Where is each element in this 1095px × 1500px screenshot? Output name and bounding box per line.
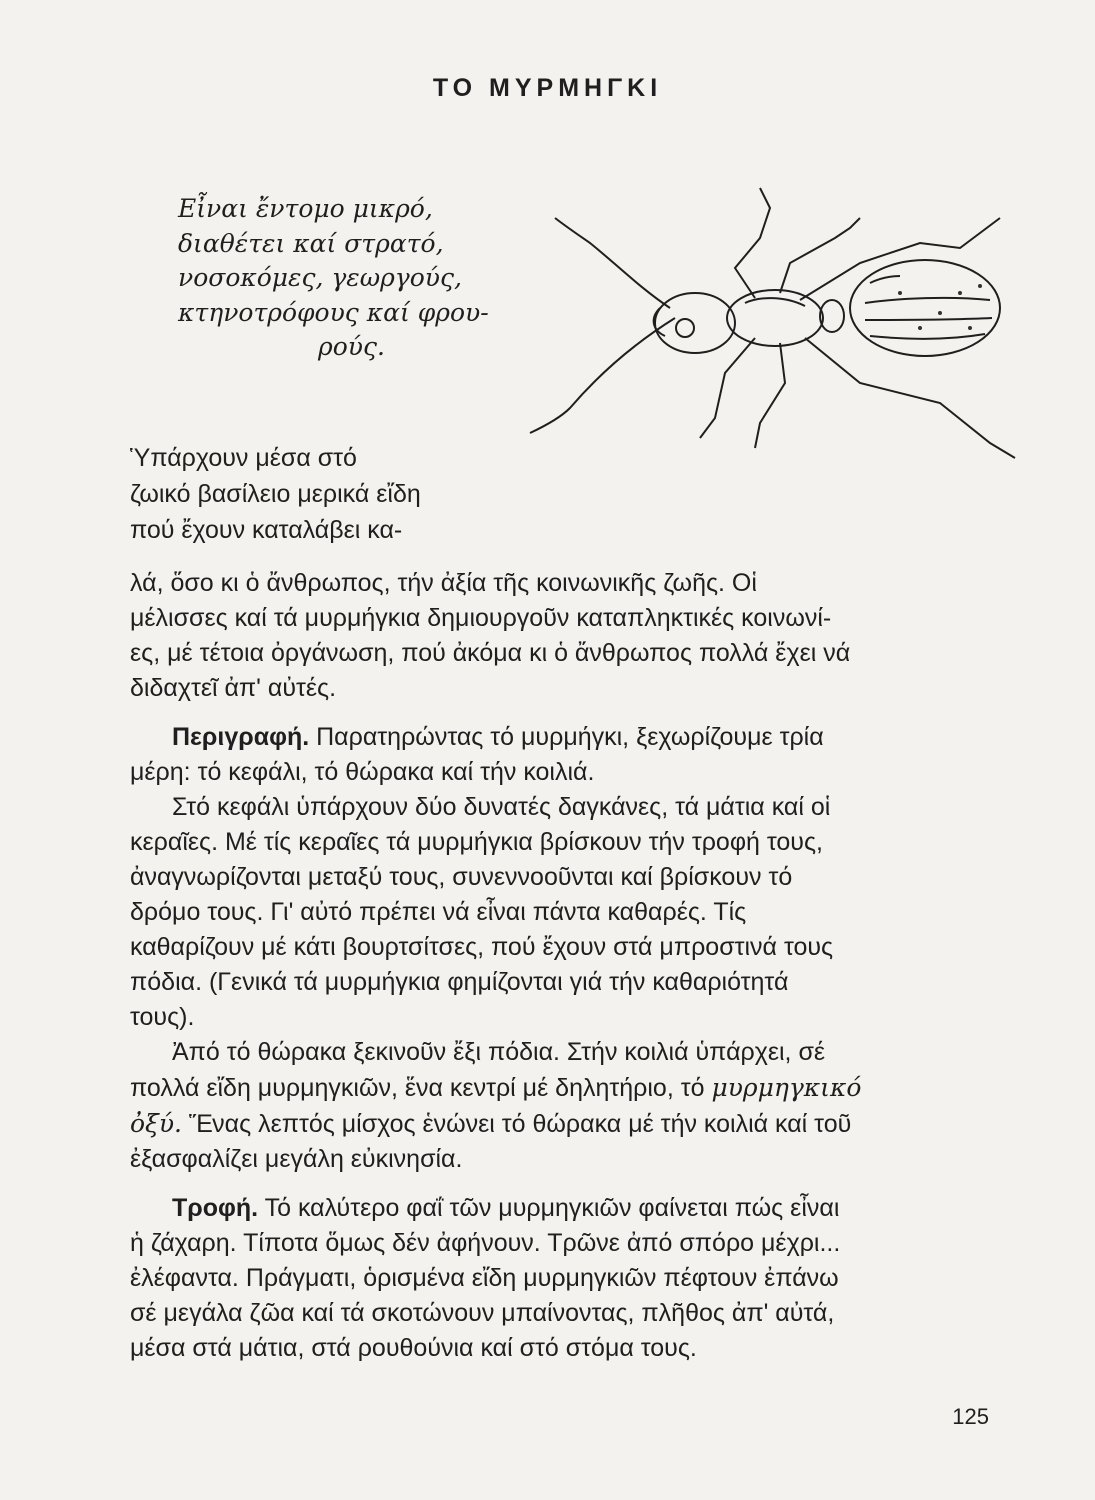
text-line: σέ μεγάλα ζῶα καί τά σκοτώνουν μπαίνοντας, πλῆθος ἀπ' αὐτά, xyxy=(130,1299,835,1327)
text-line: Στό κεφάλι ὑπάρχουν δύο δυνατές δαγκάνες, τά μάτια καί οἱ xyxy=(172,793,831,821)
text-span: Ὑπάρχουν μέσα στό xyxy=(130,444,357,472)
text-line: ἐλέφαντα. Πράγματι, ὁρισμένα εἴδη μυρμηγκιῶν πέφτουν ἐπάνω xyxy=(130,1264,839,1292)
text-span: Παρατηρώντας τό μυρμήγκι, ξεχωρίζουμε τρία xyxy=(316,723,824,751)
poem-line: διαθέτει καί στρατό, xyxy=(178,228,444,258)
text-line: Ἀπό τό θώρακα ξεκινοῦν ἔξι πόδια. Στήν κοιλιά ὑπάρχει, σέ xyxy=(172,1038,826,1066)
intro-paragraph-start xyxy=(130,440,490,548)
text-line xyxy=(130,1106,994,1142)
text-line: ἡ ζάχαρη. Τίποτα ὅμως δέν ἀφήνουν. Τρῶνε ἀπό σπόρο μέχρι... xyxy=(130,1229,841,1257)
text-line: μέσα στά μάτια, στά ρουθούνια καί στό στόμα τους. xyxy=(130,1334,697,1362)
text-line: πού ἔχουν καταλάβει κα- xyxy=(130,516,403,544)
text-line: τους). xyxy=(130,1003,195,1031)
poem-line: ρούς. xyxy=(318,332,385,361)
term-italic: μυρμηγκικό xyxy=(711,1073,862,1102)
poem-line: Εἶναι ἔντομο μικρό, xyxy=(178,194,433,223)
text-line: ζωικό βασίλειο μερικά εἴδη xyxy=(130,480,421,508)
text-span: Ἕνας λεπτός μίσχος ἑνώνει τό θώρακα μέ τήν κοιλιά καί τοῦ xyxy=(188,1110,852,1138)
ant-illustration xyxy=(520,168,1020,468)
page-number: 125 xyxy=(952,1404,989,1429)
main-text xyxy=(130,566,994,1366)
description-first-line xyxy=(130,720,994,755)
text-line: μέρη: τό κεφάλι, τό θώρακα καί τήν κοιλιά. xyxy=(130,758,595,786)
text-line: καθαρίζουν μέ κάτι βουρτσίτσες, πού ἔχουν στά μπροστινά τους xyxy=(130,933,834,961)
text-span: πολλά εἴδη μυρμηγκιῶν, ἕνα κεντρί μέ δηλητήριο, τό xyxy=(130,1074,705,1102)
term-italic: ὀξύ. xyxy=(130,1109,182,1138)
description-heading: Περιγραφή. xyxy=(172,723,310,751)
food-heading: Τροφή. xyxy=(172,1194,259,1222)
text-line: δρόμο τους. Γι' αὐτό πρέπει νά εἶναι πάντα καθαρές. Τίς xyxy=(130,898,747,926)
food-first-line xyxy=(130,1191,994,1226)
text-line: μέλισσες καί τά μυρμήγκια δημιουργοῦν καταπληκτικές κοινωνί- xyxy=(130,604,832,632)
poem-line: νοσοκόμες, γεωργούς, xyxy=(178,263,462,292)
text-line: κεραῖες. Μέ τίς κεραῖες τά μυρμήγκια βρίσκουν τήν τροφή τους, xyxy=(130,828,823,856)
text-line: ες, μέ τέτοια ὀργάνωση, πού ἀκόμα κι ὁ ἄνθρωπος πολλά ἔχει νά xyxy=(130,639,851,667)
epigraph-poem xyxy=(178,192,518,365)
page-title: ΤΟ ΜΥΡΜΗΓΚΙ xyxy=(432,74,663,102)
poem-line: κτηνοτρόφους καί φρου- xyxy=(178,297,489,327)
text-line: λά, ὅσο κι ὁ ἄνθρωπος, τήν ἀξία τῆς κοινωνικῆς ζωῆς. Οἱ xyxy=(130,569,757,597)
text-line: ἀναγνωρίζονται μεταξύ τους, συνεννοοῦνται καί βρίσκουν τό xyxy=(130,863,793,891)
text-line xyxy=(130,440,490,476)
text-line xyxy=(130,1070,994,1106)
text-line: ἐξασφαλίζει μεγάλη εὐκινησία. xyxy=(130,1145,463,1173)
text-span: Τό καλύτερο φαΐ τῶν μυρμηγκιῶν φαίνεται πώς εἶναι xyxy=(264,1194,840,1222)
text-line: διδαχτεῖ ἀπ' αὐτές. xyxy=(130,674,337,702)
text-line: πόδια. (Γενικά τά μυρμήγκια φημίζονται γιά τήν καθαριότητά xyxy=(130,968,789,996)
